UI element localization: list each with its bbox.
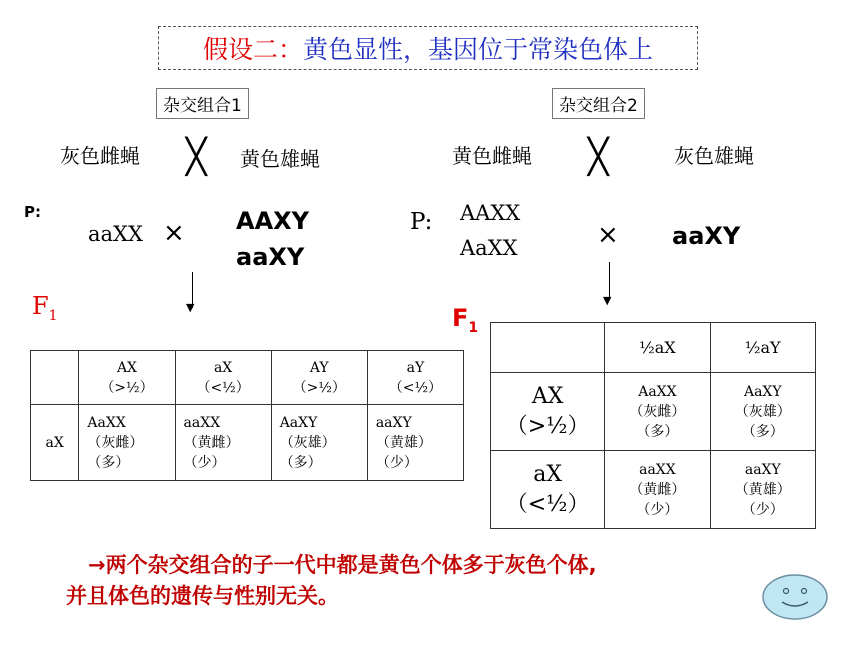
cross2-p-times: × — [597, 220, 619, 250]
table1-cell: aaXY （黄雄） （少） — [367, 405, 463, 481]
table1-header: AX （>½） — [79, 351, 175, 405]
table2-cell: AaXY （灰雄） （多） — [710, 373, 815, 451]
conclusion-text — [66, 550, 806, 612]
cross1-punnett-table — [30, 350, 464, 481]
title-statement: 黄色显性，基因位于常染色体上 — [303, 35, 654, 64]
cross1-arrowhead-icon: ▼ — [186, 301, 195, 314]
cross2-p-female-2: AaXX — [460, 236, 518, 260]
cross2-p-female-1: AAXX — [460, 201, 521, 225]
cross2-male: 灰色雄蝇 — [674, 144, 754, 168]
cross1-f1-label: $F_1$ — [32, 292, 58, 324]
cross2-cross-symbol: ╳ — [588, 137, 609, 177]
cross2-p-label: P: — [410, 209, 433, 235]
cross1-cross-symbol: ╳ — [186, 137, 207, 177]
cross1-p-male-2: aaXY — [236, 243, 305, 271]
table2-header: ½aY — [710, 323, 815, 373]
table1-row-label: aX — [31, 405, 79, 481]
table1-cell: aaXX （黄雌） （少） — [175, 405, 271, 481]
table2-cell: aaXX （黄雌） （少） — [605, 451, 710, 529]
table1-cell: AaXX （灰雌） （多） — [79, 405, 175, 481]
cross2-arrowhead-icon: ▼ — [603, 294, 612, 307]
cross2-female: 黄色雌蝇 — [452, 144, 532, 168]
cross2-punnett-table — [490, 322, 816, 529]
table1-header: AY （>½） — [271, 351, 367, 405]
cross1-p-times: × — [163, 218, 185, 248]
table2-row-label: AX （>½） — [491, 373, 605, 451]
table1-header: aX （<½） — [175, 351, 271, 405]
cross1-p-label: P: — [24, 203, 41, 221]
table1-corner-cell — [31, 351, 79, 405]
table2-row-label: aX （<½） — [491, 451, 605, 529]
cross1-male: 黄色雄蝇 — [240, 147, 320, 171]
cross2-p-male: aaXY — [672, 222, 741, 250]
title-hypothesis: 假设二： — [202, 35, 303, 64]
table1-cell: AaXY （灰雄） （多） — [271, 405, 367, 481]
table2-header: ½aX — [605, 323, 710, 373]
cross2-label: 杂交组合2 — [552, 88, 645, 119]
smiley-face-icon — [760, 572, 830, 622]
table2-cell: aaXY （黄雄） （少） — [710, 451, 815, 529]
cross1-p-male-1: AAXY — [236, 207, 310, 235]
cross2-f1-label: $F_1$ — [452, 304, 479, 336]
table1-header: aY （<½） — [367, 351, 463, 405]
cross1-label: 杂交组合1 — [156, 88, 249, 119]
cross1-female: 灰色雌蝇 — [60, 144, 140, 168]
table2-cell: AaXX （灰雌） （多） — [605, 373, 710, 451]
cross1-p-female: aaXX — [88, 222, 143, 246]
table2-corner-cell — [491, 323, 605, 373]
conclusion-line-1: →两个杂交组合的子一代中都是黄色个体多于灰色个体, — [88, 553, 597, 577]
title-box — [158, 26, 698, 70]
conclusion-line-2: 并且体色的遗传与性别无关。 — [66, 584, 339, 608]
